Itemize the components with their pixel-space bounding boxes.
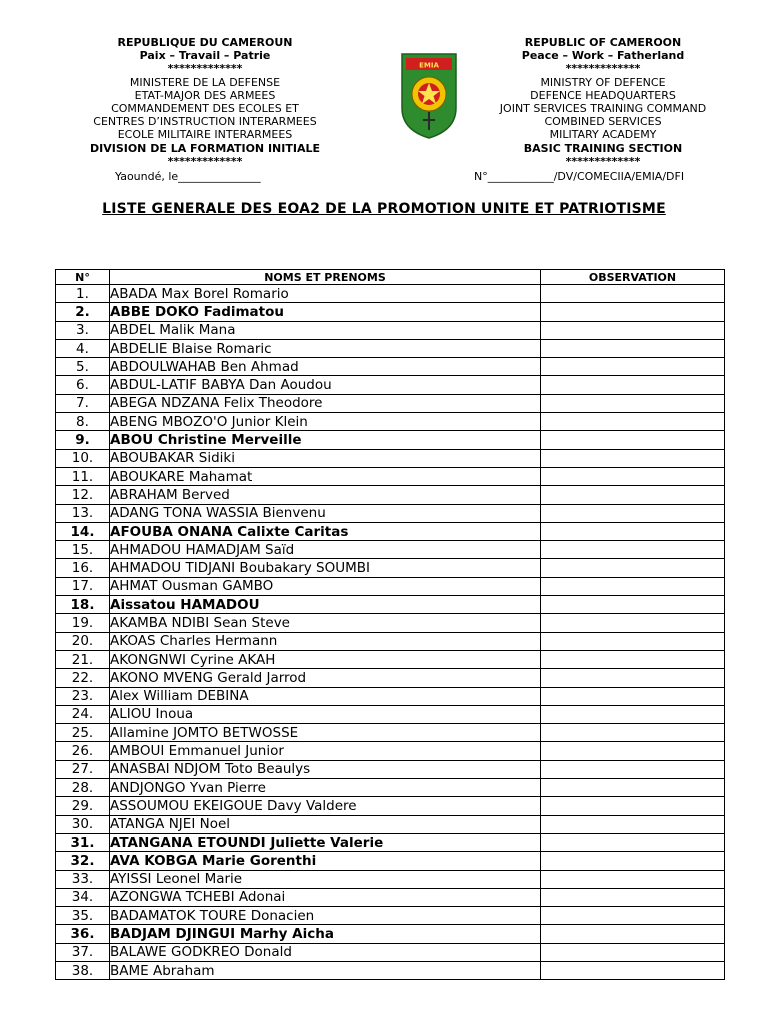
row-number: 17.	[56, 577, 110, 595]
row-number: 32.	[56, 852, 110, 870]
row-number: 29.	[56, 797, 110, 815]
observation-cell	[541, 760, 725, 778]
table-row	[56, 614, 725, 632]
observation-cell	[541, 413, 725, 431]
row-number: 15.	[56, 541, 110, 559]
header-left-line: ETAT-MAJOR DES ARMEES	[134, 88, 276, 102]
student-name: AMBOUI Emmanuel Junior	[110, 742, 541, 760]
observation-cell	[541, 907, 725, 925]
student-name: Alex William DEBINA	[110, 687, 541, 705]
row-number: 21.	[56, 650, 110, 668]
table-row	[56, 632, 725, 650]
student-name: ABRAHAM Berved	[110, 486, 541, 504]
table-row	[56, 541, 725, 559]
header-left-line: REPUBLIQUE DU CAMEROUN	[117, 36, 293, 49]
table-row	[56, 285, 725, 303]
observation-cell	[541, 596, 725, 614]
observation-cell	[541, 852, 725, 870]
emia-emblem-icon	[398, 50, 460, 140]
row-number: 22.	[56, 669, 110, 687]
observation-cell	[541, 925, 725, 943]
table-row	[56, 596, 725, 614]
observation-cell	[541, 650, 725, 668]
student-name: AVA KOBGA Marie Gorenthi	[110, 852, 541, 870]
student-name: ABENG MBOZO'O Junior Klein	[110, 413, 541, 431]
row-number: 16.	[56, 559, 110, 577]
observation-cell	[541, 541, 725, 559]
student-name: ANDJONGO Yvan Pierre	[110, 779, 541, 797]
header-left-line: ECOLE MILITAIRE INTERARMEES	[117, 128, 293, 142]
header-left-block	[60, 36, 350, 168]
table-row	[56, 467, 725, 485]
row-number: 20.	[56, 632, 110, 650]
student-name: ANASBAI NDJOM Toto Beaulys	[110, 760, 541, 778]
row-number: 26.	[56, 742, 110, 760]
observation-cell	[541, 943, 725, 961]
student-name: ALIOU Inoua	[110, 705, 541, 723]
observation-cell	[541, 961, 725, 979]
observation-cell	[541, 376, 725, 394]
row-number: 24.	[56, 705, 110, 723]
student-name: AKAMBA NDIBI Sean Steve	[110, 614, 541, 632]
observation-cell	[541, 669, 725, 687]
student-name: Allamine JOMTO BETWOSSE	[110, 724, 541, 742]
student-name: ABDEL Malik Mana	[110, 321, 541, 339]
row-number: 8.	[56, 413, 110, 431]
table-row	[56, 303, 725, 321]
table-row	[56, 522, 725, 540]
observation-cell	[541, 285, 725, 303]
header-right-line: MINISTRY OF DEFENCE	[540, 75, 666, 89]
student-name: ABDELIE Blaise Romaric	[110, 339, 541, 357]
header-left-line: Paix – Travail – Patrie	[139, 49, 271, 63]
table-row	[56, 742, 725, 760]
table-row	[56, 504, 725, 522]
row-number: 11.	[56, 467, 110, 485]
observation-cell	[541, 339, 725, 357]
observation-cell	[541, 303, 725, 321]
students-table	[55, 269, 725, 980]
header-left-line: DIVISION DE LA FORMATION INITIALE	[89, 141, 320, 155]
table-row	[56, 650, 725, 668]
observation-cell	[541, 614, 725, 632]
student-name: ABBE DOKO Fadimatou	[110, 303, 541, 321]
row-number: 27.	[56, 760, 110, 778]
header-left-line: MINISTERE DE LA DEFENSE	[129, 75, 281, 89]
table-row	[56, 797, 725, 815]
student-name: BALAWE GODKREO Donald	[110, 943, 541, 961]
observation-cell	[541, 486, 725, 504]
observation-cell	[541, 577, 725, 595]
table-row	[56, 852, 725, 870]
student-name: ASSOUMOU EKEIGOUE Davy Valdere	[110, 797, 541, 815]
header-right-line: DEFENCE HEADQUARTERS	[530, 88, 676, 102]
row-number: 33.	[56, 870, 110, 888]
header-right-line: JOINT SERVICES TRAINING COMMAND	[499, 102, 707, 116]
observation-cell	[541, 779, 725, 797]
student-name: ABADA Max Borel Romario	[110, 285, 541, 303]
row-number: 34.	[56, 888, 110, 906]
reference-number-line: N°____________/DV/COMECIIA/EMIA/DFI	[474, 170, 685, 183]
row-number: 19.	[56, 614, 110, 632]
observation-cell	[541, 687, 725, 705]
table-row	[56, 449, 725, 467]
student-name: AKOAS Charles Hermann	[110, 632, 541, 650]
table-row	[56, 870, 725, 888]
student-name: ABOUBAKAR Sidiki	[110, 449, 541, 467]
student-name: ATANGA NJEI Noel	[110, 815, 541, 833]
table-header-row	[56, 270, 725, 285]
column-header-observation: OBSERVATION	[541, 270, 725, 285]
header-right-line: *************	[565, 154, 641, 168]
observation-cell	[541, 559, 725, 577]
svg-text:EMIA: EMIA	[419, 61, 439, 70]
table-row	[56, 705, 725, 723]
table-row	[56, 943, 725, 961]
table-row	[56, 577, 725, 595]
observation-cell	[541, 431, 725, 449]
row-number: 4.	[56, 339, 110, 357]
student-name: BADJAM DJINGUI Marhy Aicha	[110, 925, 541, 943]
table-row	[56, 961, 725, 979]
student-name: Aissatou HAMADOU	[110, 596, 541, 614]
observation-cell	[541, 724, 725, 742]
table-row	[56, 888, 725, 906]
document-title: LISTE GENERALE DES EOA2 DE LA PROMOTION UNITE ET PATRIOTISME	[102, 201, 666, 217]
student-name: AYISSI Leonel Marie	[110, 870, 541, 888]
observation-cell	[541, 449, 725, 467]
column-header-names: NOMS ET PRENOMS	[110, 270, 541, 285]
header-right-line: Peace – Work – Fatherland	[521, 49, 685, 63]
header-left-line: CENTRES D’INSTRUCTION INTERARMEES	[93, 115, 317, 129]
header-left-line: *************	[167, 154, 243, 168]
table-row	[56, 486, 725, 504]
row-number: 28.	[56, 779, 110, 797]
table-row	[56, 815, 725, 833]
student-name: ABEGA NDZANA Felix Theodore	[110, 394, 541, 412]
row-number: 36.	[56, 925, 110, 943]
row-number: 37.	[56, 943, 110, 961]
row-number: 13.	[56, 504, 110, 522]
observation-cell	[541, 797, 725, 815]
table-row	[56, 431, 725, 449]
student-name: AHMADOU TIDJANI Boubakary SOUMBI	[110, 559, 541, 577]
row-number: 23.	[56, 687, 110, 705]
row-number: 12.	[56, 486, 110, 504]
table-body	[56, 285, 725, 980]
observation-cell	[541, 705, 725, 723]
table-row	[56, 760, 725, 778]
header-right-line: COMBINED SERVICES	[544, 115, 662, 129]
student-name: ABDOULWAHAB Ben Ahmad	[110, 358, 541, 376]
table-row	[56, 339, 725, 357]
table-row	[56, 724, 725, 742]
student-name: BAME Abraham	[110, 961, 541, 979]
table-row	[56, 833, 725, 851]
observation-cell	[541, 870, 725, 888]
observation-cell	[541, 632, 725, 650]
student-name: AHMAT Ousman GAMBO	[110, 577, 541, 595]
row-number: 9.	[56, 431, 110, 449]
row-number: 30.	[56, 815, 110, 833]
table-row	[56, 321, 725, 339]
date-line: Yaoundé, le_______________	[115, 170, 261, 183]
student-name: ABOU Christine Merveille	[110, 431, 541, 449]
observation-cell	[541, 467, 725, 485]
student-name: AHMADOU HAMADJAM Saïd	[110, 541, 541, 559]
student-name: ADANG TONA WASSIA Bienvenu	[110, 504, 541, 522]
header-left-line: COMMANDEMENT DES ECOLES ET	[111, 102, 299, 116]
header-right-line: REPUBLIC OF CAMEROON	[524, 36, 682, 49]
row-number: 2.	[56, 303, 110, 321]
table-row	[56, 907, 725, 925]
row-number: 5.	[56, 358, 110, 376]
header-right-line: *************	[565, 62, 641, 76]
row-number: 14.	[56, 522, 110, 540]
column-header-number: N°	[56, 270, 110, 285]
student-name: AKONGNWI Cyrine AKAH	[110, 650, 541, 668]
student-name: AZONGWA TCHEBI Adonai	[110, 888, 541, 906]
student-name: ATANGANA ETOUNDI Juliette Valerie	[110, 833, 541, 851]
row-number: 6.	[56, 376, 110, 394]
header-right-line: MILITARY ACADEMY	[549, 128, 657, 142]
row-number: 25.	[56, 724, 110, 742]
table-row	[56, 394, 725, 412]
row-number: 38.	[56, 961, 110, 979]
table-row	[56, 669, 725, 687]
row-number: 1.	[56, 285, 110, 303]
table-row	[56, 376, 725, 394]
observation-cell	[541, 833, 725, 851]
observation-cell	[541, 321, 725, 339]
table-row	[56, 413, 725, 431]
observation-cell	[541, 742, 725, 760]
observation-cell	[541, 504, 725, 522]
student-name: ABDUL-LATIF BABYA Dan Aoudou	[110, 376, 541, 394]
header-right-block	[458, 36, 748, 168]
table-row	[56, 358, 725, 376]
row-number: 31.	[56, 833, 110, 851]
table-row	[56, 687, 725, 705]
observation-cell	[541, 394, 725, 412]
observation-cell	[541, 522, 725, 540]
table-row	[56, 559, 725, 577]
observation-cell	[541, 815, 725, 833]
student-name: ABOUKARE Mahamat	[110, 467, 541, 485]
student-name: AFOUBA ONANA Calixte Caritas	[110, 522, 541, 540]
row-number: 3.	[56, 321, 110, 339]
observation-cell	[541, 358, 725, 376]
header-right-line: BASIC TRAINING SECTION	[523, 141, 683, 155]
table-row	[56, 779, 725, 797]
student-name: AKONO MVENG Gerald Jarrod	[110, 669, 541, 687]
row-number: 7.	[56, 394, 110, 412]
row-number: 35.	[56, 907, 110, 925]
student-name: BADAMATOK TOURE Donacien	[110, 907, 541, 925]
header-left-line: *************	[167, 62, 243, 76]
table-row	[56, 925, 725, 943]
observation-cell	[541, 888, 725, 906]
row-number: 18.	[56, 596, 110, 614]
row-number: 10.	[56, 449, 110, 467]
